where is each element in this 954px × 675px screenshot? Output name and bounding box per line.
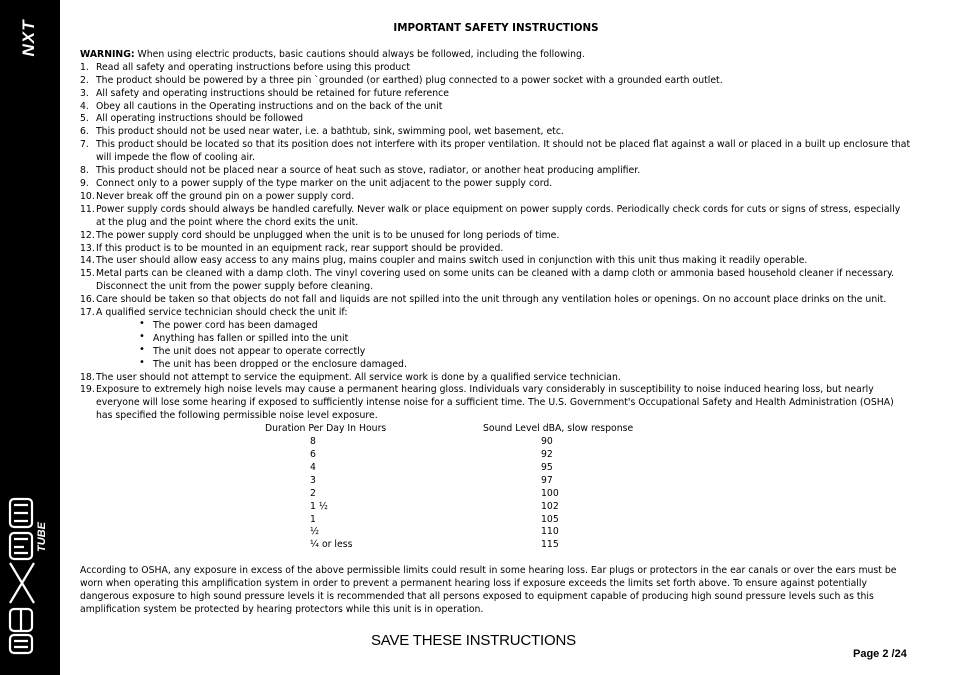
warning-paragraph <box>80 49 912 62</box>
table-row <box>265 488 633 501</box>
item-number: 15. <box>80 268 95 280</box>
item-text: This product should be located so that its position does not interfere with its proper ventilation. It should not be placed flat against a wall or placed in a built up enclosure that will impede the flow of cooling air. <box>96 139 911 164</box>
bullet-icon: • <box>139 343 145 355</box>
item-number: 16. <box>80 294 95 306</box>
list-item <box>80 165 912 178</box>
sub-item-text: The power cord has been damaged <box>153 319 318 331</box>
level-cell: 115 <box>541 539 559 551</box>
item-text: Read all safety and operating instructions before using this product <box>96 61 411 73</box>
list-item <box>80 75 912 88</box>
list-item <box>80 88 912 101</box>
sub-list-item <box>139 330 912 346</box>
table-header-row <box>265 423 633 436</box>
item-text: All safety and operating instructions should be retained for future reference <box>96 87 449 99</box>
sub-item-text: Anything has fallen or spilled into the unit <box>153 332 349 344</box>
item-number: 5. <box>80 113 89 125</box>
list-item <box>80 204 912 230</box>
table-row <box>265 501 633 514</box>
item-number: 6. <box>80 126 89 138</box>
sub-list-item <box>139 343 912 359</box>
list-item <box>80 307 912 372</box>
bullet-icon: • <box>139 330 145 342</box>
bullet-icon: • <box>139 317 145 329</box>
save-instructions-heading: SAVE THESE INSTRUCTIONS <box>371 632 576 649</box>
duration-header: Duration Per Day In Hours <box>265 423 387 435</box>
duration-cell: 4 <box>310 461 316 473</box>
item-number: 2. <box>80 74 89 86</box>
tube-word: TUBE <box>36 522 48 552</box>
list-item <box>80 101 912 114</box>
item-text: The user should not attempt to service the equipment. All service work is done by a qualified service technician. <box>96 371 621 383</box>
list-item <box>80 178 912 191</box>
list-item <box>80 268 912 294</box>
item-number: 19. <box>80 384 95 396</box>
item-number: 17. <box>80 307 95 319</box>
sub-item-text: The unit has been dropped or the enclosure damaged. <box>153 358 407 370</box>
item-text: Metal parts can be cleaned with a damp cloth. The vinyl covering used on some units can be cleaned with a damp cloth or ammonia based household cleaner if necessary. Disconnect the unit from the power supply before cleaning. <box>96 268 895 293</box>
page-title: IMPORTANT SAFETY INSTRUCTIONS <box>393 22 599 34</box>
sub-list-item <box>139 317 912 333</box>
level-cell: 102 <box>541 500 559 512</box>
item-text: The power supply cord should be unplugged when the unit is to be unused for long periods of time. <box>96 229 560 241</box>
item-number: 1. <box>80 61 89 73</box>
table-row <box>265 462 633 475</box>
list-item <box>80 126 912 139</box>
item-text: Connect only to a power supply of the type marker on the unit adjacent to the power supply cord. <box>96 177 553 189</box>
item-number: 18. <box>80 371 95 383</box>
list-item <box>80 372 912 385</box>
safety-list <box>80 62 912 423</box>
level-cell: 110 <box>541 526 559 538</box>
sub-list-item <box>139 356 912 372</box>
nexus-tube-logo <box>6 497 54 657</box>
duration-cell: ½ <box>310 526 320 538</box>
item-text: Never break off the ground pin on a power supply cord. <box>96 190 355 202</box>
noise-exposure-table <box>265 423 633 552</box>
list-item <box>80 139 912 165</box>
duration-cell: 6 <box>310 449 316 460</box>
warning-label: WARNING: <box>80 48 135 60</box>
level-cell: 100 <box>541 487 559 499</box>
item-text: Power supply cords should always be handled carefully. Never walk or place equipment on power supply cords. Periodically check cords for cuts or signs of stress, especially at the plug and the point where the chord exits the unit. <box>96 203 901 228</box>
item-number: 4. <box>80 100 89 112</box>
item-text: Exposure to extremely high noise levels may cause a permanent hearing gloss. Individuals vary considerably in susceptibility to noise induced hearing loss, but nearly everyone will lose some hearing if exposed to sufficiently intense noise for a sufficient time. The U.S. Government's Occupational Safety and Health Administration (OSHA) has specified the following permissible noise level exposure. <box>96 384 894 422</box>
item-text: All operating instructions should be followed <box>96 113 304 125</box>
item-text: Care should be taken so that objects do not fall and liquids are not spilled into the unit through any ventilation holes or openings. On no account place drinks on the unit. <box>96 294 887 306</box>
list-item <box>80 230 912 243</box>
sound-level-header: Sound Level dBA, slow response <box>483 423 634 435</box>
item-text: If this product is to be mounted in an equipment rack, rear support should be provided. <box>96 242 504 254</box>
duration-cell: ¼ or less <box>310 539 353 551</box>
item-number: 9. <box>80 177 89 189</box>
sub-item-text: The unit does not appear to operate correctly <box>153 345 366 357</box>
list-item <box>80 384 912 423</box>
table-row <box>265 436 633 449</box>
list-item <box>80 191 912 204</box>
page-number: Page 2 /24 <box>853 648 907 660</box>
item-number: 10. <box>80 190 95 202</box>
level-cell: 105 <box>541 513 559 525</box>
level-cell: 95 <box>541 461 553 473</box>
closing-paragraph: According to OSHA, any exposure in excess of the above permissible limits could result in some hearing loss. Ear plugs or protectors in the ear canals or over the ears must be worn when operating this amplification system in order to prevent a permanent hearing loss if exposure exceeds the limits set forth above. To ensure against potentially dangerous exposure to high sound pressure levels it is recommended that all persons exposed to equipment capable of producing high sound pressure levels such as this amplification system be protected by hearing protectors while this unit is in operation. <box>80 565 897 615</box>
item-text: The user should allow easy access to any mains plug, mains coupler and mains switch used in conjunction with this unit thus making it readily operable. <box>96 255 808 267</box>
item-text: This product should not be used near water, i.e. a bathtub, sink, swimming pool, wet basement, etc. <box>96 126 564 138</box>
list-item <box>80 243 912 256</box>
level-cell: 97 <box>541 474 553 486</box>
duration-cell: 1 ½ <box>310 500 328 512</box>
list-item <box>80 62 912 75</box>
duration-cell: 8 <box>310 436 316 448</box>
table-row <box>265 539 633 552</box>
item-text: Obey all cautions in the Operating instructions and on the back of the unit <box>96 100 443 112</box>
bullet-icon: • <box>139 356 145 368</box>
model-name: NXT <box>19 19 38 57</box>
duration-cell: 1 <box>310 513 316 525</box>
brand-sidebar <box>0 0 60 675</box>
duration-cell: 3 <box>310 474 316 486</box>
item-number: 14. <box>80 255 95 267</box>
duration-cell: 2 <box>310 487 316 499</box>
item-text: A qualified service technician should check the unit if: <box>96 307 348 319</box>
warning-text: When using electric products, basic cautions should always be followed, including the following. <box>134 48 585 60</box>
table-row <box>265 449 633 462</box>
table-row <box>265 514 633 527</box>
list-item <box>80 255 912 268</box>
level-cell: 90 <box>541 436 553 448</box>
item-number: 3. <box>80 87 89 99</box>
service-check-list <box>96 317 912 372</box>
item-number: 11. <box>80 203 95 215</box>
document-body <box>80 22 912 617</box>
list-item <box>80 294 912 307</box>
level-cell: 92 <box>541 449 553 460</box>
item-number: 12. <box>80 229 95 241</box>
table-row <box>265 475 633 488</box>
list-item <box>80 113 912 126</box>
item-number: 7. <box>80 139 89 151</box>
item-number: 13. <box>80 242 95 254</box>
item-text: This product should not be placed near a source of heat such as stove, radiator, or another heat producing amplifier. <box>96 165 641 177</box>
table-row <box>265 526 633 539</box>
item-number: 8. <box>80 165 89 177</box>
item-text: The product should be powered by a three pin `grounded (or earthed) plug connected to a power socket with a grounded earth outlet. <box>96 74 723 86</box>
